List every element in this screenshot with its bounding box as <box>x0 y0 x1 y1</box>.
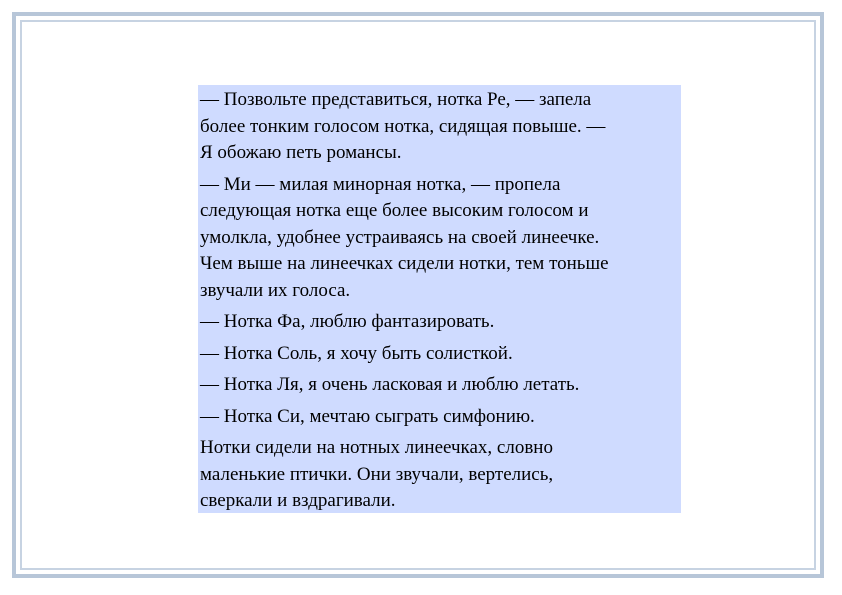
text-line: Я обожаю петь романсы. <box>200 142 402 163</box>
paragraph-sol <box>200 341 677 368</box>
paragraph-re <box>200 87 677 167</box>
text-line: — Нотка Си, мечтаю сыграть симфонию. <box>200 405 535 427</box>
text-line: следующая нотка еще более высоким голосом и <box>200 200 589 221</box>
text-line: Чем выше на линеечках сидели нотки, тем тоньше <box>200 253 609 274</box>
text-line: маленькие птички. Они звучали, вертелись, <box>200 463 554 485</box>
paragraph-la <box>200 372 677 399</box>
paragraph-si <box>200 404 677 431</box>
text-line: сверкали и вздрагивали. <box>200 490 396 511</box>
text-line: более тонким голосом нотка, сидящая повыше. — <box>200 115 606 137</box>
paragraph-closing <box>200 435 677 515</box>
text-line: звучали их голоса. <box>200 279 351 301</box>
story-text-box <box>198 85 681 513</box>
paragraph-fa <box>200 309 677 336</box>
text-line: — Нотка Фа, люблю фантазировать. <box>200 311 495 332</box>
text-line: Нотки сидели на нотных линеечках, словно <box>200 437 553 458</box>
paragraph-mi <box>200 172 677 305</box>
text-line: — Позвольте представиться, нотка Ре, — запела <box>200 89 592 110</box>
text-line: — Ми — милая минорная нотка, — пропела <box>200 173 561 195</box>
text-line: — Нотка Соль, я хочу быть солисткой. <box>200 342 513 364</box>
text-line: — Нотка Ля, я очень ласковая и люблю летать. <box>200 374 580 395</box>
text-line: умолкла, удобнее устраиваясь на своей линеечке. <box>200 226 600 248</box>
